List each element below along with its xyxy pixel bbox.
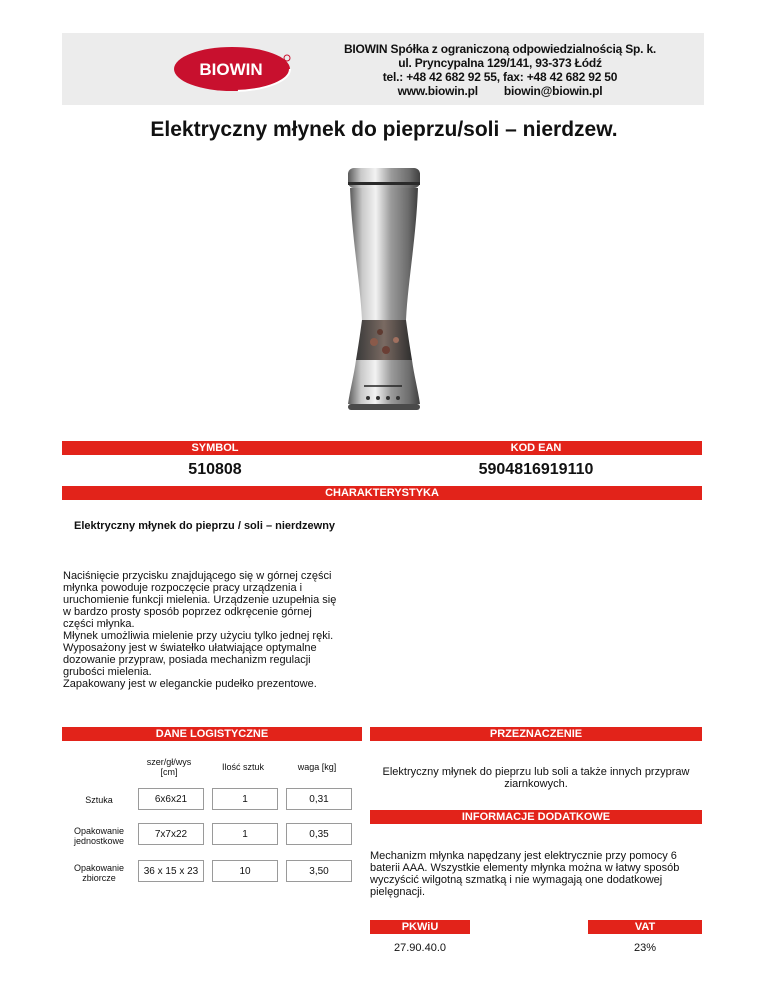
vat-value: 23%	[633, 942, 657, 954]
cell-weight-unit: 0,35	[286, 823, 352, 845]
row-label-piece: Sztuka	[85, 795, 113, 805]
description-line: Zapakowany jest w eleganckie pudełko prezentowe.	[63, 678, 317, 690]
symbol-value: 510808	[188, 461, 242, 478]
company-name: BIOWIN Spółka z ograniczoną odpowiedzialnością Sp. k.	[343, 42, 657, 56]
biowin-logo	[170, 44, 300, 94]
logistics-bar: DANE LOGISTYCZNE	[62, 727, 362, 741]
company-phone: tel.: +48 42 682 92 55, fax: +48 42 682 92 50	[382, 70, 618, 84]
pkwiu-value: 27.90.40.0	[394, 942, 446, 954]
cell-qty-piece: 1	[212, 788, 278, 810]
cell-qty-unit: 1	[212, 823, 278, 845]
description-line: dozowanie przypraw, posiada mechanizm regulacji	[63, 654, 311, 666]
purpose-text	[370, 766, 702, 790]
characteristics-bar: CHARAKTERYSTYKA	[62, 486, 702, 500]
cell-dims-piece: 6x6x21	[138, 788, 204, 810]
company-website[interactable]: www.biowin.pl	[397, 84, 478, 98]
additional-line: wyczyścić wilgotną szmatką i nie wymagają one dodatkowej	[370, 874, 663, 886]
company-address: ul. Pryncypalna 129/141, 93-373 Łódź	[398, 56, 602, 70]
purpose-line: Elektryczny młynek do pieprzu lub soli a także innych przypraw	[382, 766, 690, 778]
additional-info-bar: INFORMACJE DODATKOWE	[370, 810, 702, 824]
company-email[interactable]: biowin@biowin.pl	[503, 84, 603, 98]
cell-weight-bulk: 3,50	[286, 860, 352, 882]
purpose-line: ziarnkowych.	[504, 778, 568, 790]
description-line: Wyposażony jest w światełko ułatwiające optymalne	[63, 642, 317, 654]
header-dims	[138, 757, 200, 777]
additional-info-text	[370, 850, 702, 898]
header-dims-label: szer/gł/wys [cm]	[146, 757, 192, 777]
cell-dims-bulk: 36 x 15 x 23	[138, 860, 204, 882]
additional-line: Mechanizm młynka napędzany jest elektrycznie przy pomocy 6	[370, 850, 677, 862]
additional-line: baterii AAA. Wszystkie elementy młynka można w łatwy sposób	[370, 862, 680, 874]
description-line: w bardzo prosty sposób poprzez odkręcenie górnej	[63, 606, 312, 618]
header-weight: waga [kg]	[297, 762, 337, 772]
cell-qty-bulk: 10	[212, 860, 278, 882]
description-line: Naciśnięcie przycisku znajdującego się w górnej części	[63, 570, 332, 582]
row-label-unit: Opakowanie jednostkowe	[73, 826, 125, 846]
cell-dims-unit: 7x7x22	[138, 823, 204, 845]
purpose-bar: PRZEZNACZENIE	[370, 727, 702, 741]
description-line: części młynka.	[63, 618, 135, 630]
company-info	[300, 42, 700, 98]
product-image	[322, 160, 446, 418]
characteristics-description	[63, 570, 363, 690]
symbol-label: SYMBOL	[191, 442, 239, 454]
description-line: młynka powoduje rozpoczęcie pracy urządzenia i	[63, 582, 303, 594]
additional-line: pielęgnacji.	[370, 886, 426, 898]
characteristics-subtitle: Elektryczny młynek do pieprzu / soli – nierdzewny	[74, 520, 336, 532]
row-label-bulk: Opakowanie zbiorcze	[73, 863, 125, 883]
description-line: grubości mielenia.	[63, 666, 152, 678]
header-qty: Ilość sztuk	[221, 762, 264, 772]
cell-weight-piece: 0,31	[286, 788, 352, 810]
logo-text: BIOWIN	[199, 60, 263, 79]
vat-bar: VAT	[588, 920, 702, 934]
pkwiu-bar: PKWiU	[370, 920, 470, 934]
description-line: uruchomienie funkcji mielenia. Urządzenie uzupełnia się	[63, 594, 337, 606]
page-title: Elektryczny młynek do pieprzu/soli – nierdzew.	[150, 118, 618, 141]
ean-value: 5904816919110	[478, 461, 594, 478]
ean-label: KOD EAN	[510, 442, 562, 454]
description-line: Młynek umożliwia mielenie przy użyciu tylko jednej ręki.	[63, 630, 334, 642]
